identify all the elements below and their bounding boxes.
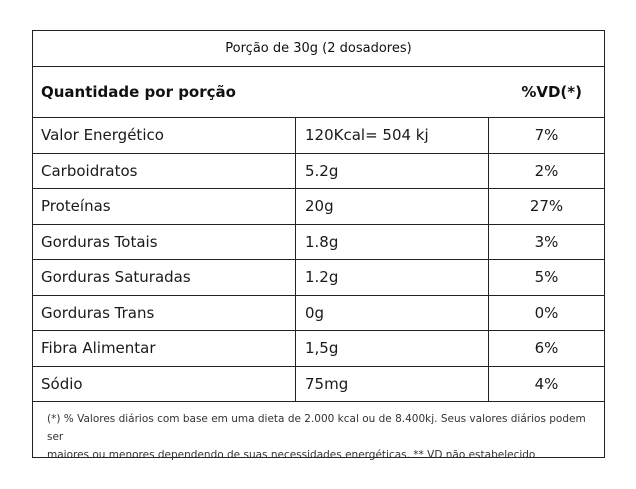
table-row [33,224,604,260]
table-row [33,295,604,331]
nutrient-name: Gorduras Saturadas [33,260,296,296]
nutrient-amount: 120Kcal= 504 kj [296,118,489,153]
table-row [33,260,604,296]
footnote [33,402,604,464]
nutrient-amount: 0g [296,295,489,331]
nutrient-daily-value: 5% [489,260,605,296]
nutrient-table [33,118,604,402]
nutrition-facts-table [32,30,605,461]
nutrient-amount: 1.2g [296,260,489,296]
nutrient-amount: 1.8g [296,224,489,260]
nutrient-name: Valor Energético [33,118,296,153]
nutrient-name: Gorduras Totais [33,224,296,260]
nutrient-amount: 20g [296,189,489,225]
table-row [33,366,604,402]
serving-size-label: Porção de 30g (2 dosadores) [225,41,412,56]
table-row [33,331,604,367]
daily-value-header: %VD(*) [521,83,582,101]
nutrient-name: Fibra Alimentar [33,331,296,367]
nutrient-daily-value: 7% [489,118,605,153]
nutrient-name: Sódio [33,366,296,402]
nutrient-daily-value: 2% [489,153,605,189]
table-row [33,118,604,153]
nutrient-amount: 5.2g [296,153,489,189]
nutrient-amount: 75mg [296,366,489,402]
table-row [33,189,604,225]
nutrient-amount: 1,5g [296,331,489,367]
nutrient-daily-value: 6% [489,331,605,367]
nutrient-daily-value: 0% [489,295,605,331]
nutrient-name: Gorduras Trans [33,295,296,331]
table-row [33,153,604,189]
quantity-header [33,67,604,118]
nutrient-daily-value: 27% [489,189,605,225]
quantity-per-serving-label: Quantidade por porção [41,83,236,101]
serving-size [33,31,604,67]
footnote-line: (*) % Valores diários com base em uma dieta de 2.000 kcal ou de 8.400kj. Seus valores diários podem ser [47,413,586,443]
nutrient-name: Proteínas [33,189,296,225]
nutrient-name: Carboidratos [33,153,296,189]
nutrient-daily-value: 3% [489,224,605,260]
nutrient-daily-value: 4% [489,366,605,402]
footnote-line: maiores ou menores dependendo de suas necessidades energéticas. ** VD não estabelecido [47,449,536,461]
